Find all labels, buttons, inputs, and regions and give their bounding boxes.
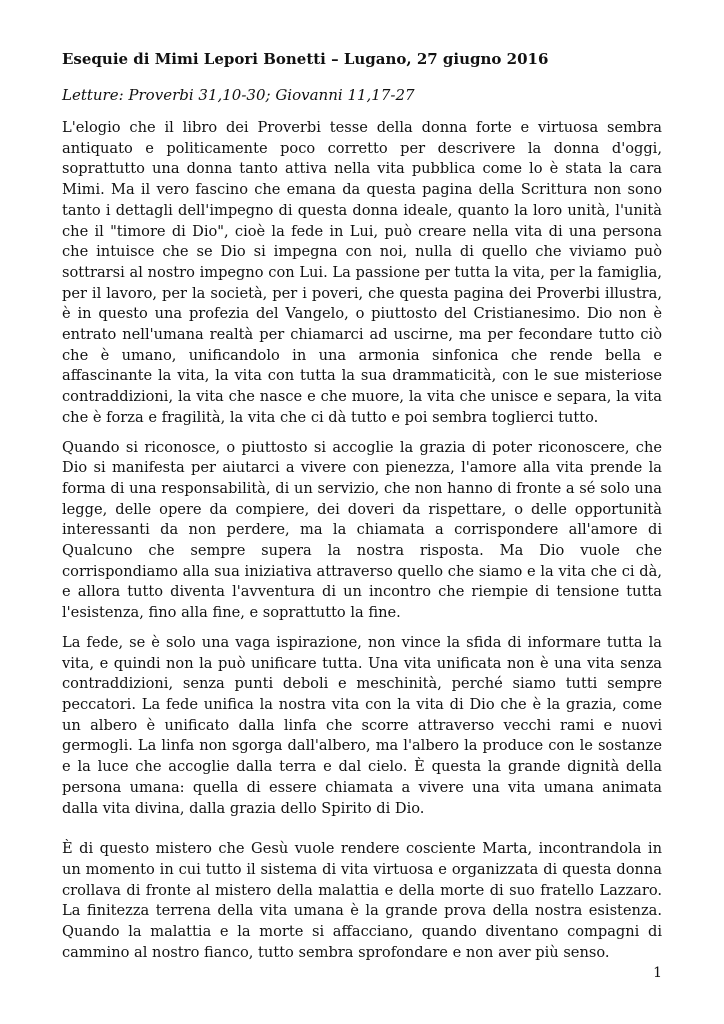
page-number: 1 [653, 965, 662, 981]
paragraph-1: L'elogio che il libro dei Proverbi tesse della donna forte e virtuosa sembra antiquato e politicamente poco corretto per descrivere la donna d'oggi, soprattutto una donna tanto attiva nella vita pubblica come lo è stata la cara Mimi. Ma il vero fascino che emana da questa pagina della Scrittura non sono tanto i dettagli dell'impegno di questa donna ideale, quanto la loro unità, l'unità che il "timore di Dio", cioè la fede in Lui, può creare nella vita di una persona che intuisce che se Dio si impegna con noi, nulla di quello che viviamo può sottrarsi al nostro impegno con Lui. La passione per tutta la vita, per la famiglia, per il lavoro, per la società, per i poveri, che questa pagina dei Proverbi illustra, è in questo una profezia del Vangelo, o piuttosto del Cristianesimo. Dio non è entrato nell'umana realtà per chiamarci ad uscirne, ma per fecondare tutto ciò che è umano, unificandolo in una armonia sinfonica che rende bella e affascinante la vita, la vita con tutta la sua drammaticità, con le sue misteriose contraddizioni, la vita che nasce e che muore, la vita che unisce e separa, la vita che è forza e fragilità, la vita che ci dà tutto e poi sembra toglierci tutto. [62, 119, 662, 426]
readings-line: Letture: Proverbi 31,10-30; Giovanni 11,17-27 [62, 86, 415, 104]
paragraph-4: È di questo mistero che Gesù vuole rendere cosciente Marta, incontrandola in un momento in cui tutto il sistema di vita virtuosa e organizzata di questa donna crollava di fronte al mistero della malattia e della morte di suo fratello Lazzaro. La finitezza terrena della vita umana è la grande prova della nostra esistenza. Quando la malattia e la morte si affacciano, quando diventano compagni di cammino al nostro fianco, tutto sembra sprofondare e non aver più senso. [62, 840, 662, 961]
document-page [62, 48, 662, 972]
document-title: Esequie di Mimi Lepori Bonetti – Lugano, 27 giugno 2016 [62, 50, 549, 68]
paragraph-3: La fede, se è solo una vaga ispirazione, non vince la sfida di informare tutta la vita, e quindi non la può unificare tutta. Una vita unificata non è una vita senza contraddizioni, senza punti deboli e meschinità, perché siamo tutti sempre peccatori. La fede unifica la nostra vita con la vita di Dio che è la grazia, come un albero è unificato dalla linfa che scorre attraverso vecchi rami e nuovi germogli. La linfa non sgorga dall'albero, ma l'albero la produce con le sostanze e la luce che accoglie dalla terra e dal cielo. È questa la grande dignità della persona umana: quella di essere chiamata a vivere una vita umana animata dalla vita divina, dalla grazia dello Spirito di Dio. [62, 633, 662, 817]
paragraph-2: Quando si riconosce, o piuttosto si accoglie la grazia di poter riconoscere, che Dio si manifesta per aiutarci a vivere con pienezza, l'amore alla vita prende la forma di una responsabilità, di un servizio, che non hanno di fronte a sé solo una legge, delle opere da compiere, dei doveri da rispettare, o delle opportunità interessanti da non perdere, ma la chiamata a corrispondere all'amore di Qualcuno che sempre supera la nostra risposta. Ma Dio vuole che corrispondiamo alla sua iniziativa attraverso quello che siamo e la vita che ci dà, e allora tutto diventa l'avventura di un incontro che riempie di tensione tutta l'esistenza, fino alla fine, e soprattutto la fine. [62, 438, 662, 622]
